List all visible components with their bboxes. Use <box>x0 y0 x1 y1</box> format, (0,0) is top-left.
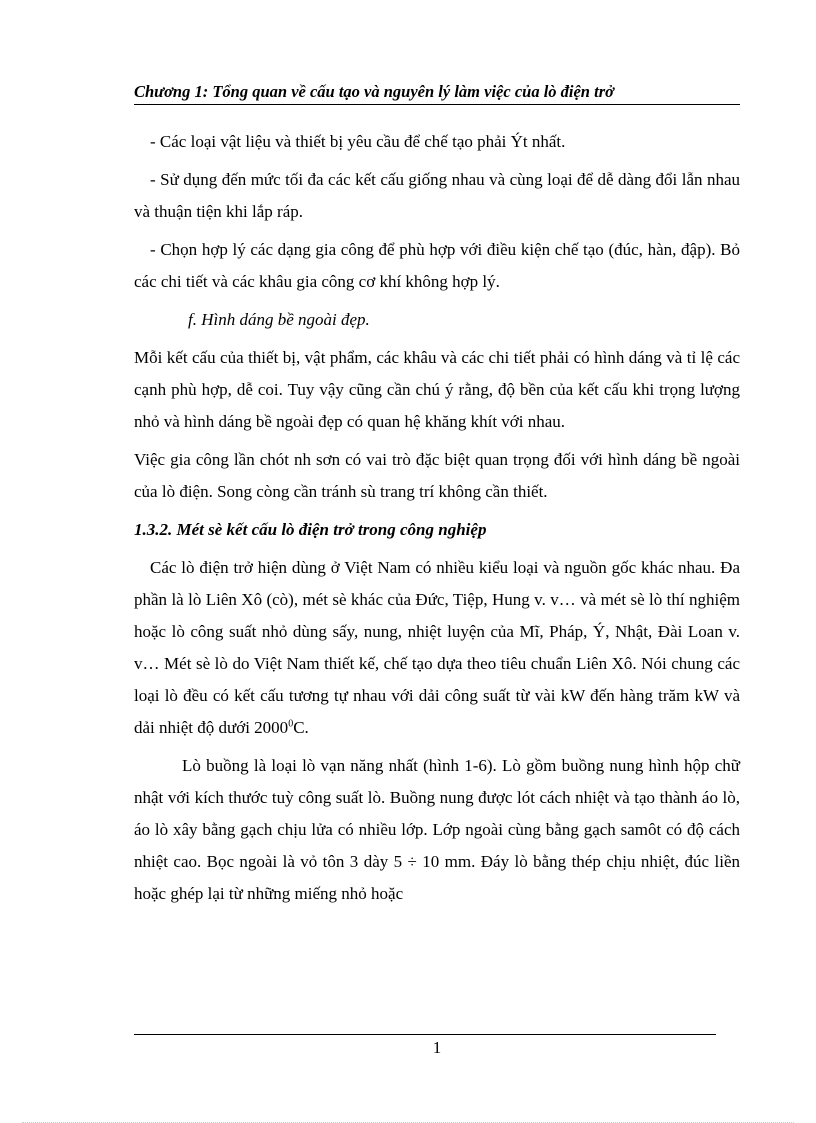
section-heading: 1.3.2. Mét sè kết cấu lò điện trở trong công nghiệp <box>134 520 487 539</box>
paragraph-7: Lò buồng là loại lò vạn năng nhất (hình 1-6). Lò gồm buồng nung hình hộp chữ nhật với kích thước tuỳ công suất lò. Buồng nung được lót cách nhiệt và tạo thành áo lò, áo lò xây bằng gạch chịu lửa có nhiều lớp. Lớp ngoài cùng bằng gạch samôt có độ cách nhiệt cao. Bọc ngoài là vỏ tôn 3 dày 5 ÷ 10 mm. Đáy lò bằng thép chịu nhiệt, đúc liền hoặc ghép lại từ những miếng nhỏ hoặc <box>134 756 740 903</box>
chapter-header: Chương 1: Tổng quan về cấu tạo và nguyên lý làm việc của lò điện trở <box>134 82 740 105</box>
footer-rule <box>134 1034 716 1035</box>
page-body <box>134 126 740 916</box>
degree-superscript: 0 <box>288 718 294 730</box>
paragraph-6-text: Các lò điện trở hiện dùng ở Việt Nam có nhiều kiểu loại và nguồn gốc khác nhau. Đa phần là lò Liên Xô (cò), mét sè khác của Đức, Tiệp, Hung v. v… và mét sè lò thí nghiệm hoặc lò công suất nhỏ dùng sấy, nung, nhiệt luyện của Mĩ, Pháp, Ý, Nhật, Đài Loan v. v… Mét sè lò do Việt Nam thiết kế, chế tạo dựa theo tiêu chuẩn Liên Xô. Nói chung các loại lò đều có kết cấu tương tự nhau với dải công suất từ vài kW đến hàng trăm kW và dải nhiệt độ dưới 2000 <box>134 558 740 737</box>
paragraph-4: Mỗi kết cấu của thiết bị, vật phẩm, các khâu và các chi tiết phải có hình dáng và tỉ lệ các cạnh phù hợp, dễ coi. Tuy vậy cũng cần chú ý rằng, độ bền của kết cấu khi trọng lượng nhỏ và hình dáng bề ngoài đẹp có quan hệ khăng khít với nhau. <box>134 348 740 431</box>
paragraph-3: - Chọn hợp lý các dạng gia công để phù hợp với điều kiện chế tạo (đúc, hàn, đập). Bỏ các chi tiết và các khâu gia công cơ khí không hợp lý. <box>134 240 740 291</box>
subheading-f: f. Hình dáng bề ngoài đẹp. <box>188 310 370 329</box>
paragraph-5: Việc gia công lần chót nh sơn có vai trò đặc biệt quan trọng đối với hình dáng bề ngoài của lò điện. Song còng cần tránh sù trang trí không cần thiết. <box>134 450 740 501</box>
paragraph-1: - Các loại vật liệu và thiết bị yêu cầu để chế tạo phải Ýt nhất. <box>150 132 566 151</box>
paragraph-6-end: C. <box>293 718 309 737</box>
paragraph-2: - Sử dụng đến mức tối đa các kết cấu giống nhau và cùng loại để dễ dàng đổi lẫn nhau và thuận tiện khi lắp ráp. <box>134 170 740 221</box>
page-number: 1 <box>432 1038 442 1057</box>
paragraph-6 <box>134 552 740 744</box>
